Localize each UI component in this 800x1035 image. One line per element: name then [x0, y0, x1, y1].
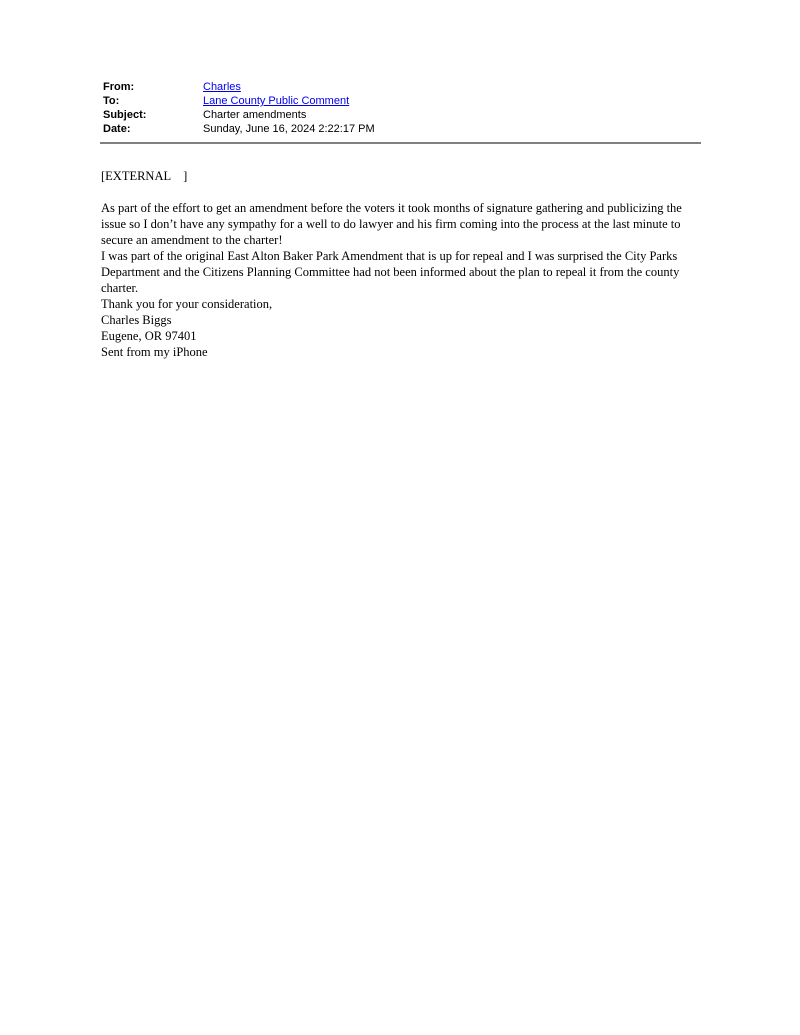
date-label: Date: — [103, 123, 131, 135]
meta-row-from — [103, 80, 375, 94]
meta-row-to — [103, 94, 375, 108]
to-label: To: — [103, 95, 120, 107]
from-label: From: — [103, 81, 135, 93]
header-divider-rule — [100, 142, 701, 144]
signature-name: Charles Biggs — [101, 313, 172, 327]
subject-value: Charter amendments — [203, 109, 307, 121]
body-paragraph-1: As part of the effort to get an amendment before the voters it took months of signature gathering and publicizing the issue so I don’t have any sympathy for a well to do lawyer and his firm coming into the process at the last minute to secure an amendment to the charter! — [101, 201, 682, 247]
to-link[interactable]: Lane County Public Comment — [203, 95, 350, 107]
meta-row-date — [103, 122, 375, 136]
meta-row-subject — [103, 108, 375, 122]
from-link[interactable]: Charles — [203, 81, 241, 93]
email-meta-header — [103, 80, 375, 136]
signature-location: Eugene, OR 97401 — [101, 329, 197, 343]
body-paragraph-2: I was part of the original East Alton Baker Park Amendment that is up for repeal and I was surprised the City Parks Department and the Citizens Planning Committee had not been informed about the plan to repeal it from the county charter. — [101, 249, 680, 295]
external-tag: [EXTERNAL ] — [101, 169, 188, 183]
sent-from-line: Sent from my iPhone — [101, 345, 208, 359]
subject-label: Subject: — [103, 109, 147, 121]
email-body — [101, 168, 701, 360]
blank-line — [101, 184, 701, 200]
closing-line: Thank you for your consideration, — [101, 297, 273, 311]
date-value: Sunday, June 16, 2024 2:22:17 PM — [203, 123, 375, 135]
